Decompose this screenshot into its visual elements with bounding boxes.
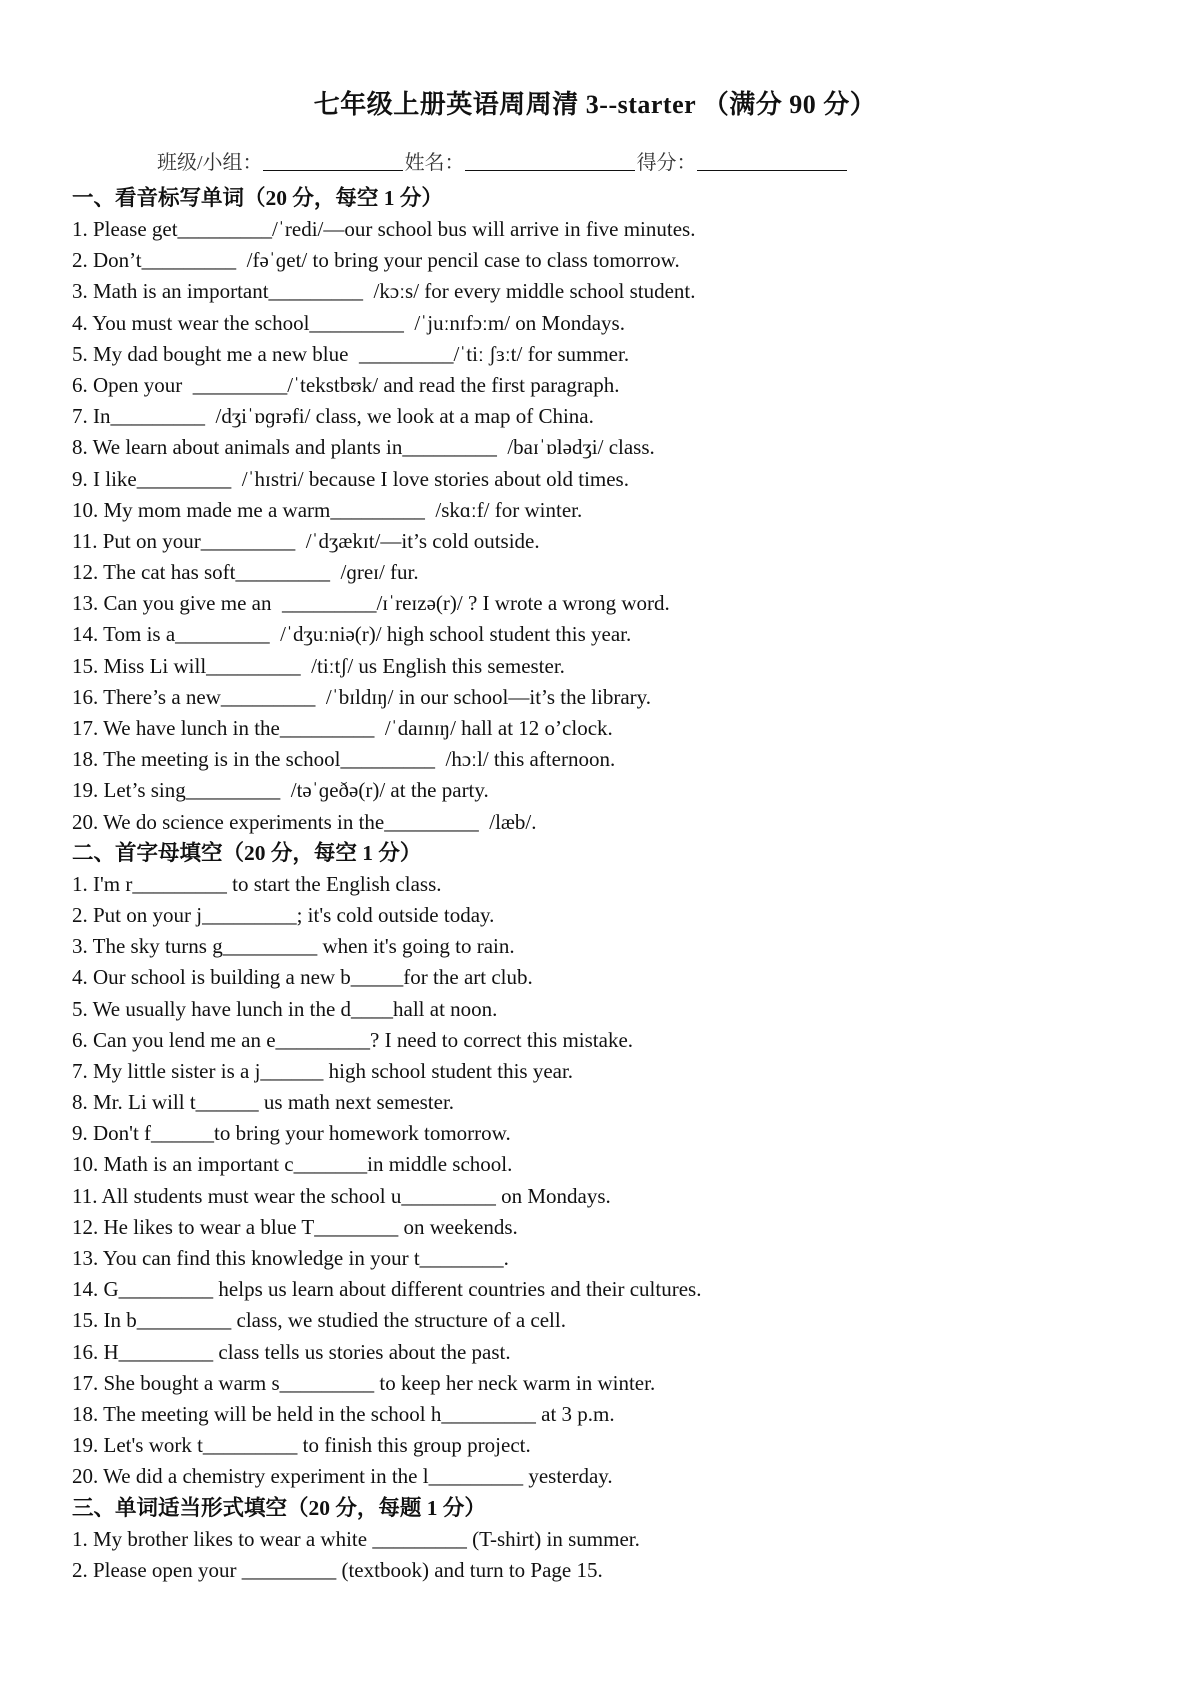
question-item: 17. She bought a warm s_________ to keep her neck warm in winter. xyxy=(72,1370,656,1395)
name-blank[interactable] xyxy=(465,150,635,171)
question-item: 17. We have lunch in the_________ /ˈdaɪnɪŋ/ hall at 12 o’clock. xyxy=(72,716,613,740)
question-item: 14. G_________ helps us learn about different countries and their cultures. xyxy=(72,1277,702,1302)
question-item: 2. Don’t_________ /fəˈɡet/ to bring your pencil case to class tomorrow. xyxy=(72,248,680,273)
question-item: 14. Tom is a_________ /ˈdʒuːniə(r)/ high school student this year. xyxy=(72,622,632,647)
question-item: 1. My brother likes to wear a white _________ (T-shirt) in summer. xyxy=(72,1526,640,1551)
section-heading: 一、看音标写单词（20 分，每空 1 分） xyxy=(72,186,443,210)
name-label: 姓名： xyxy=(404,152,465,174)
question-item: 5. We usually have lunch in the d____hall at noon. xyxy=(72,996,498,1021)
question-item: 15. In b_________ class, we studied the structure of a cell. xyxy=(72,1308,566,1333)
question-item: 4. You must wear the school_________ /ˈjuːnɪfɔːm/ on Mondays. xyxy=(72,310,625,335)
question-item: 20. We do science experiments in the_________ /læb/. xyxy=(72,809,537,834)
question-item: 8. We learn about animals and plants in_________ /baɪˈɒlədʒi/ class. xyxy=(72,435,655,460)
score-label: 得分： xyxy=(636,152,697,174)
question-item: 15. Miss Li will_________ /tiːtʃ/ us English this semester. xyxy=(72,653,565,678)
question-item: 19. Let's work t_________ to finish this group project. xyxy=(72,1433,531,1458)
question-item: 9. I like_________ /ˈhɪstri/ because I love stories about old times. xyxy=(72,466,629,491)
worksheet-title: 七年级上册英语周周清 3--starter （满分 90 分） xyxy=(313,90,877,119)
question-item: 4. Our school is building a new b_____for the art club. xyxy=(72,965,533,990)
question-item: 7. In_________ /dʒiˈɒɡrəfi/ class, we look at a map of China. xyxy=(72,404,594,429)
question-item: 18. The meeting is in the school_________ /hɔːl/ this afternoon. xyxy=(72,747,616,772)
student-info-line xyxy=(157,146,849,175)
question-item: 18. The meeting will be held in the school h_________ at 3 p.m. xyxy=(72,1401,615,1426)
question-item: 13. You can find this knowledge in your t________. xyxy=(72,1246,509,1270)
question-item: 13. Can you give me an _________/ɪˈreɪzə(r)/ ? I wrote a wrong word. xyxy=(72,591,670,616)
class-group-blank[interactable] xyxy=(263,150,403,171)
question-item: 10. My mom made me a warm_________ /skɑːf/ for winter. xyxy=(72,497,583,522)
question-item: 12. The cat has soft_________ /ɡreɪ/ fur. xyxy=(72,560,419,585)
question-item: 11. All students must wear the school u_________ on Mondays. xyxy=(72,1183,611,1208)
question-item: 2. Put on your j_________; it's cold outside today. xyxy=(72,902,495,927)
question-item: 7. My little sister is a j______ high school student this year. xyxy=(72,1058,574,1083)
question-item: 8. Mr. Li will t______ us math next semester. xyxy=(72,1090,455,1115)
section-1 xyxy=(72,183,1152,838)
question-item: 9. Don't f______to bring your homework tomorrow. xyxy=(72,1121,511,1146)
question-sections xyxy=(72,183,1152,1586)
question-item: 11. Put on your_________ /ˈdʒækɪt/—it’s cold outside. xyxy=(72,528,540,553)
section-heading: 二、首字母填空（20 分，每空 1 分） xyxy=(72,840,422,865)
question-item: 1. I'm r_________ to start the English class. xyxy=(72,871,442,896)
section-heading: 三、单词适当形式填空（20 分，每题 1 分） xyxy=(72,1495,486,1520)
question-item: 20. We did a chemistry experiment in the l_________ yesterday. xyxy=(72,1464,613,1489)
class-group-label: 班级/小组： xyxy=(157,152,263,174)
question-item: 6. Can you lend me an e_________? I need to correct this mistake. xyxy=(72,1027,634,1052)
section-3 xyxy=(72,1493,1152,1586)
question-item: 5. My dad bought me a new blue _________/ˈtiː ʃɜːt/ for summer. xyxy=(72,341,630,366)
question-item: 6. Open your _________/ˈtekstbʊk/ and read the first paragraph. xyxy=(72,372,620,397)
question-item: 19. Let’s sing_________ /təˈɡeðə(r)/ at the party. xyxy=(72,778,489,803)
question-item: 2. Please open your _________ (textbook) and turn to Page 15. xyxy=(72,1557,603,1582)
question-item: 3. The sky turns g_________ when it's going to rain. xyxy=(72,934,515,959)
question-item: 12. He likes to wear a blue T________ on weekends. xyxy=(72,1214,518,1239)
score-blank[interactable] xyxy=(697,150,847,171)
question-item: 16. There’s a new_________ /ˈbɪldɪŋ/ in our school—it’s the library. xyxy=(72,684,652,709)
question-item: 1. Please get_________/ˈredi/—our school bus will arrive in five minutes. xyxy=(72,217,696,241)
question-item: 3. Math is an important_________ /kɔːs/ for every middle school student. xyxy=(72,279,696,304)
question-item: 16. H_________ class tells us stories about the past. xyxy=(72,1339,511,1364)
question-item: 10. Math is an important c_______in middle school. xyxy=(72,1152,513,1177)
section-2 xyxy=(72,838,1152,1493)
